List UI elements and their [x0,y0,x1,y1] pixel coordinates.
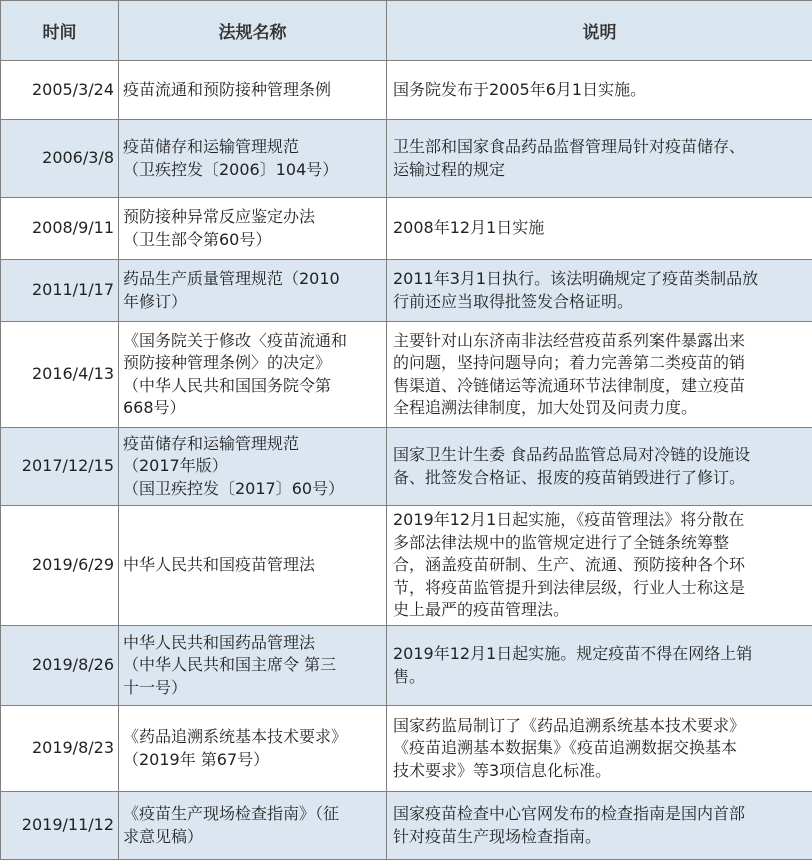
description-line: 运输过程的规定 [393,159,506,179]
description-line: 主要针对山东济南非法经营疫苗系列案件暴露出来 [393,330,746,350]
description-line: 史上最严的疫苗管理法。 [393,600,570,620]
regulation-name-line: 《国务院关于修改〈疫苗流通和 [123,330,348,350]
table-body [1,61,812,860]
row-description [387,626,812,706]
description-line: 售渠道、冷链储运等流通环节法律制度，建立疫苗 [393,375,746,395]
description-line: 国家疫苗检查中心官网发布的检查指南是国内首部 [393,804,746,823]
regulation-name-line: （卫疾控发〔2006〕104号） [123,159,339,179]
description-line: 售。 [393,666,426,686]
row-date: 2017/12/15 [1,428,119,506]
row-regulation-name [119,322,387,428]
row-regulation-name [119,428,387,506]
regulation-name-line: 药品生产质量管理规范（2010 [123,269,340,288]
description-line: 国家药监局制订了《药品追溯系统基本技术要求》 [393,715,746,735]
row-description [387,322,812,428]
description-line: 备、批签发合格证、报废的疫苗销毁进行了修订。 [393,467,746,487]
regulation-name-line: （国卫疾控发〔2017〕60号） [123,478,345,498]
header-row [1,1,812,61]
row-date: 2006/3/8 [1,120,119,198]
row-description [387,706,812,792]
table-row [1,198,812,260]
row-description [387,120,812,198]
description-line: 2019年12月1日起实施。规定疫苗不得在网络上销 [393,644,753,663]
description-line: 行前还应当取得批签发合格证明。 [393,291,634,311]
description-line: 多部法律法规中的监管规定进行了全链条统筹整 [393,532,730,552]
row-date: 2019/8/26 [1,626,119,706]
description-line: 卫生部和国家食品药品监督管理局针对疫苗储存、 [393,137,746,156]
row-date: 2019/8/23 [1,706,119,792]
regulation-name-line: 668号） [123,398,186,417]
row-regulation-name [119,626,387,706]
regulation-name-line: 疫苗储存和运输管理规范 [123,433,300,453]
description-line: 的问题，坚持问题导向；着力完善第二类疫苗的销 [393,353,746,372]
row-description [387,61,812,120]
regulation-name-line: 中华人民共和国疫苗管理法 [123,555,316,575]
row-date: 2016/4/13 [1,322,119,428]
row-description [387,428,812,506]
row-description [387,792,812,860]
description-line: 节，将疫苗监管提升到法律层级，行业人士称这是 [393,577,746,597]
description-line: 《疫苗追溯基本数据集》《疫苗追溯数据交换基本 [393,738,738,758]
row-description [387,198,812,260]
regulation-name-line: 中华人民共和国药品管理法 [123,632,316,652]
row-date: 2011/1/17 [1,260,119,322]
description-line: 2008年12月1日实施 [393,218,545,238]
regulation-name-line: 十一号） [123,677,188,697]
table-row [1,61,812,120]
row-description [387,260,812,322]
regulation-name-line: （2017年版） [123,456,228,476]
description-line: 合，涵盖疫苗研制、生产、流通、预防接种各个环 [393,555,746,575]
regulation-name-line: （中华人民共和国国务院令第 [123,375,332,395]
table-row [1,706,812,792]
regulation-name-line: 求意见稿） [123,826,204,846]
regulation-name-line: （2019年 第67号） [123,749,270,769]
row-date: 2019/11/12 [1,792,119,860]
regulation-name-line: 预防接种管理条例〉的决定》 [123,353,332,372]
description-line: 国务院发布于2005年6月1日实施。 [393,79,647,99]
table-row [1,260,812,322]
regulation-name-line: 疫苗流通和预防接种管理条例 [123,79,332,99]
regulation-name-line: （中华人民共和国主席令 第三 [123,655,337,675]
row-regulation-name [119,61,387,120]
regulation-name-line: 《疫苗生产现场检查指南》（征 [123,804,340,823]
row-description [387,506,812,626]
row-regulation-name [119,506,387,626]
row-date: 2005/3/24 [1,61,119,120]
row-regulation-name [119,198,387,260]
row-regulation-name [119,120,387,198]
description-line: 2011年3月1日执行。该法明确规定了疫苗类制品放 [393,269,759,288]
table-row [1,428,812,506]
description-line: 技术要求》等3项信息化标准。 [393,760,612,780]
row-regulation-name [119,260,387,322]
regulation-name-line: 预防接种异常反应鉴定办法 [123,207,316,226]
header-name: 法规名称 [119,1,387,61]
description-line: 2019年12月1日起实施，《疫苗管理法》将分散在 [393,510,745,530]
description-line: 国家卫生计生委 食品药品监管总局对冷链的设施设 [393,445,751,464]
regulation-name-line: 疫苗储存和运输管理规范 [123,137,300,156]
header-date: 时间 [1,1,119,61]
table-row [1,120,812,198]
description-line: 全程追溯法律制度，加大处罚及问责力度。 [393,398,698,417]
regulation-name-line: 年修订） [123,291,188,311]
row-regulation-name [119,792,387,860]
table-row [1,506,812,626]
row-date: 2008/9/11 [1,198,119,260]
header-desc: 说明 [387,1,812,61]
row-date: 2019/6/29 [1,506,119,626]
description-line: 针对疫苗生产现场检查指南。 [393,826,602,846]
row-regulation-name [119,706,387,792]
regulation-name-line: （卫生部令第60号） [123,229,272,249]
table-row [1,792,812,860]
regulation-name-line: 《药品追溯系统基本技术要求》 [123,727,348,746]
table-row [1,322,812,428]
table-row [1,626,812,706]
